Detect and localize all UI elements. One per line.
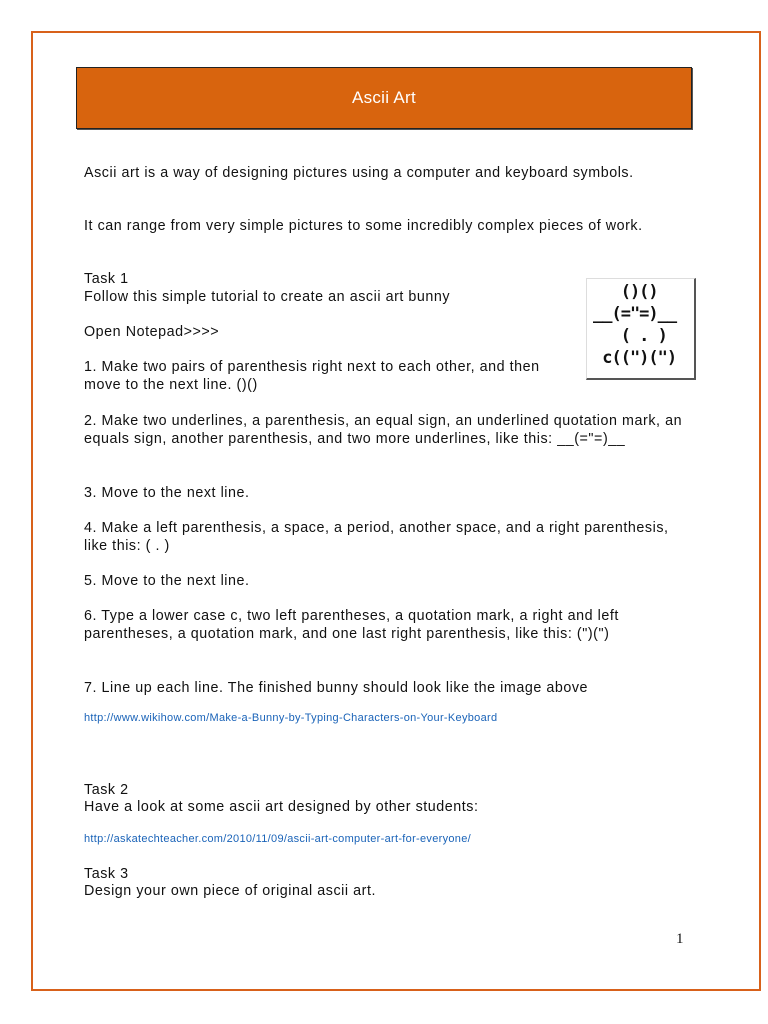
ascii-bunny-image: [586, 278, 696, 380]
task1-heading: Task 1: [84, 271, 129, 287]
wikihow-link[interactable]: http://www.wikihow.com/Make-a-Bunny-by-Typing-Characters-on-Your-Keyboard: [84, 712, 498, 724]
page-number: 1: [676, 931, 684, 947]
step-5: 5. Move to the next line.: [84, 573, 250, 589]
page-title: [76, 67, 692, 129]
task3-description: Design your own piece of original ascii art.: [84, 883, 377, 899]
step-4: 4. Make a left parenthesis, a space, a period, another space, and a right parenthesis, like this: ( . ): [84, 520, 669, 554]
bunny-line: ()(): [593, 282, 658, 302]
step-2: 2. Make two underlines, a parenthesis, an equal sign, an underlined quotation mark, an equals sign, another parenthesis, and two more underlines, like this: __(="=)__: [84, 413, 683, 447]
askatechteacher-link[interactable]: http://askatechteacher.com/2010/11/09/ascii-art-computer-art-for-everyone/: [84, 833, 472, 845]
step-6: 6. Type a lower case c, two left parentheses, a quotation mark, a right and left parentheses, a quotation mark, and one last right parenthesis, like this: (")("): [84, 608, 619, 642]
task2-heading: Task 2: [84, 782, 129, 798]
step-7: 7. Line up each line. The finished bunny should look like the image above: [84, 680, 589, 696]
step-1: 1. Make two pairs of parenthesis right next to each other, and then move to the next line. ()(): [84, 359, 540, 393]
intro-paragraph-1: Ascii art is a way of designing pictures using a computer and keyboard symbols.: [84, 165, 634, 181]
bunny-line: c((")("): [593, 348, 677, 368]
task2-description: Have a look at some ascii art designed by other students:: [84, 799, 479, 815]
task1-description: Follow this simple tutorial to create an ascii art bunny: [84, 289, 451, 305]
open-notepad-instruction: Open Notepad>>>>: [84, 324, 220, 340]
bunny-line: __(="=)__: [593, 304, 677, 324]
page-title-text: Ascii Art: [351, 88, 417, 107]
bunny-line: ( . ): [593, 326, 667, 346]
step-3: 3. Move to the next line.: [84, 485, 250, 501]
intro-paragraph-2: It can range from very simple pictures to some incredibly complex pieces of work.: [84, 218, 643, 234]
task3-heading: Task 3: [84, 866, 129, 882]
